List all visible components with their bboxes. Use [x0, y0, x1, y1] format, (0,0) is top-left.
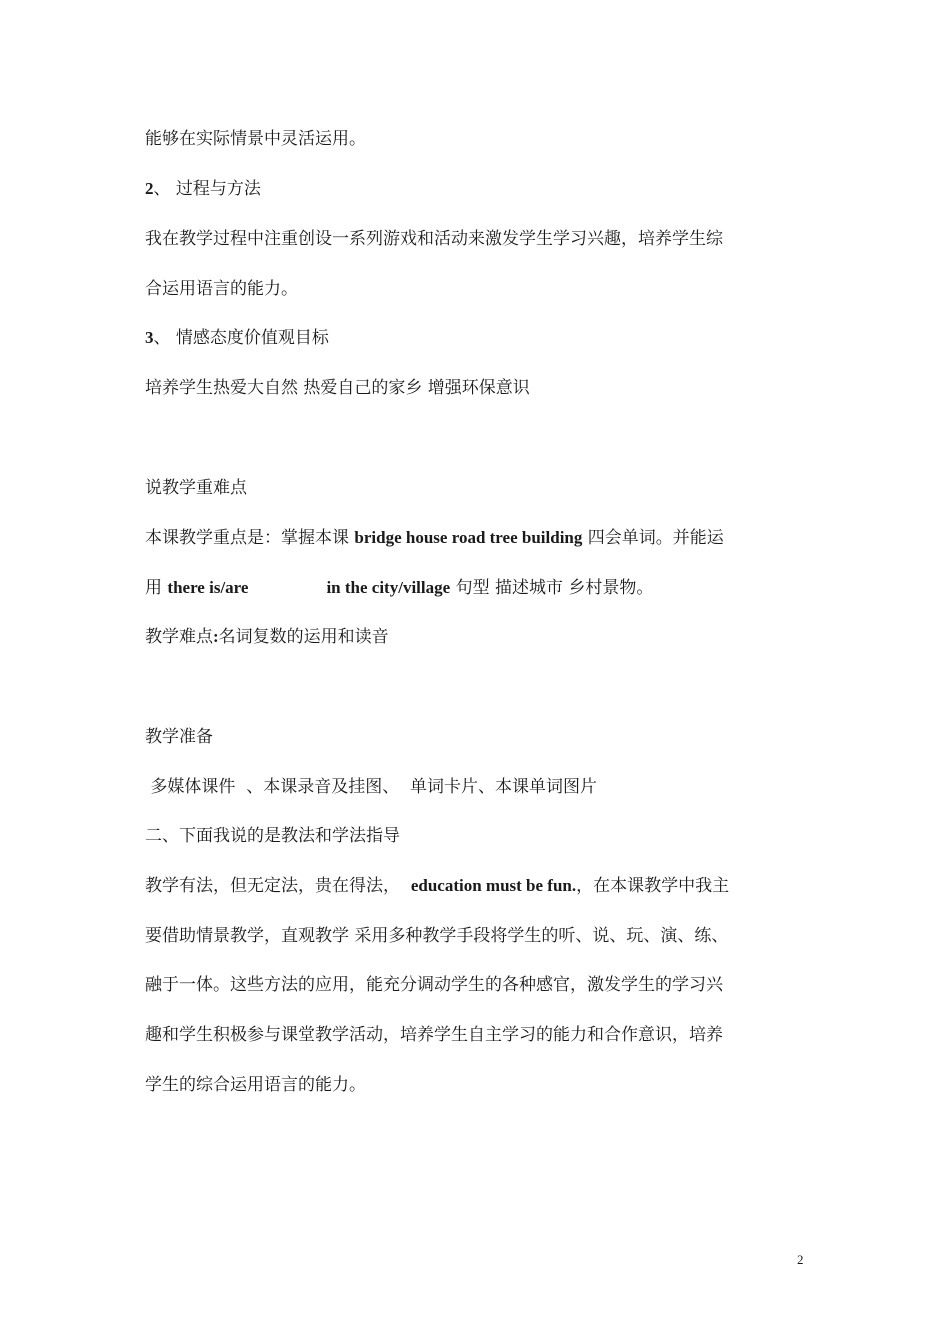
- text: 句型 描述城市 乡村景物。: [450, 578, 654, 598]
- text: 名词复数的运用和读音: [218, 627, 389, 647]
- paragraph-line: [145, 227, 723, 251]
- text: ，在本课教学中我主: [576, 876, 730, 896]
- paragraph-line: [145, 376, 530, 400]
- paragraph-line: [145, 576, 653, 600]
- text: 我在教学过程中注重创设一系列游戏和活动来激发学生学习兴趣，培养学生综: [145, 229, 723, 249]
- vocabulary-words: bridge house road tree building: [354, 528, 583, 547]
- section-heading: [145, 725, 213, 749]
- text: 四会单词。并能运: [582, 528, 724, 548]
- paragraph-line: [145, 1073, 366, 1097]
- section-heading: [145, 326, 329, 350]
- section-number: 3: [145, 328, 154, 347]
- text: 教学难点: [145, 627, 213, 647]
- quote: education must be fun.: [410, 876, 577, 895]
- paragraph-line: [145, 526, 724, 550]
- text: 多媒体课件 、本课录音及挂图、 单词卡片、本课单词图片: [145, 777, 598, 797]
- text: 本课教学重点是：掌握本课: [145, 528, 355, 548]
- text: 合运用语言的能力。: [145, 279, 298, 299]
- paragraph-line: [145, 924, 728, 948]
- text: 用: [145, 578, 168, 598]
- text: 能够在实际情景中灵活运用。: [145, 129, 366, 149]
- colon: :: [213, 627, 219, 646]
- text: 培养学生热爱大自然 热爱自己的家乡 增强环保意识: [145, 378, 530, 398]
- paragraph-line: [145, 874, 729, 898]
- text: 教学有法，但无定法，贵在得法，: [145, 876, 411, 896]
- paragraph-line: [145, 277, 298, 301]
- text: 二、下面我说的是教法和学法指导: [145, 826, 400, 846]
- paragraph-line: [145, 127, 366, 151]
- section-heading: [145, 476, 247, 500]
- section-number: 2: [145, 179, 154, 198]
- section-heading: [145, 177, 261, 201]
- paragraph-line: [145, 1023, 723, 1047]
- paragraph-line: [145, 973, 723, 997]
- paragraph-line: [145, 775, 597, 799]
- text: 融于一体。这些方法的应用，能充分调动学生的各种感官，激发学生的学习兴: [145, 975, 723, 995]
- section-title: 、 过程与方法: [153, 179, 261, 199]
- section-heading: [145, 824, 400, 848]
- text: 说教学重难点: [145, 478, 247, 498]
- text: 趣和学生积极参与课堂教学活动，培养学生自主学习的能力和合作意识，培养: [145, 1025, 723, 1045]
- sentence-pattern: there is/are: [167, 578, 249, 597]
- section-title: 、 情感态度价值观目标: [153, 328, 329, 348]
- page-number: 2: [797, 1252, 804, 1267]
- text: 教学准备: [145, 727, 213, 747]
- text: 要借助情景教学，直观教学 采用多种教学手段将学生的听、说、玩、演、练、: [145, 926, 729, 946]
- text: 学生的综合运用语言的能力。: [145, 1075, 366, 1095]
- paragraph-line: [145, 625, 389, 649]
- sentence-pattern: in the city/village: [326, 578, 451, 597]
